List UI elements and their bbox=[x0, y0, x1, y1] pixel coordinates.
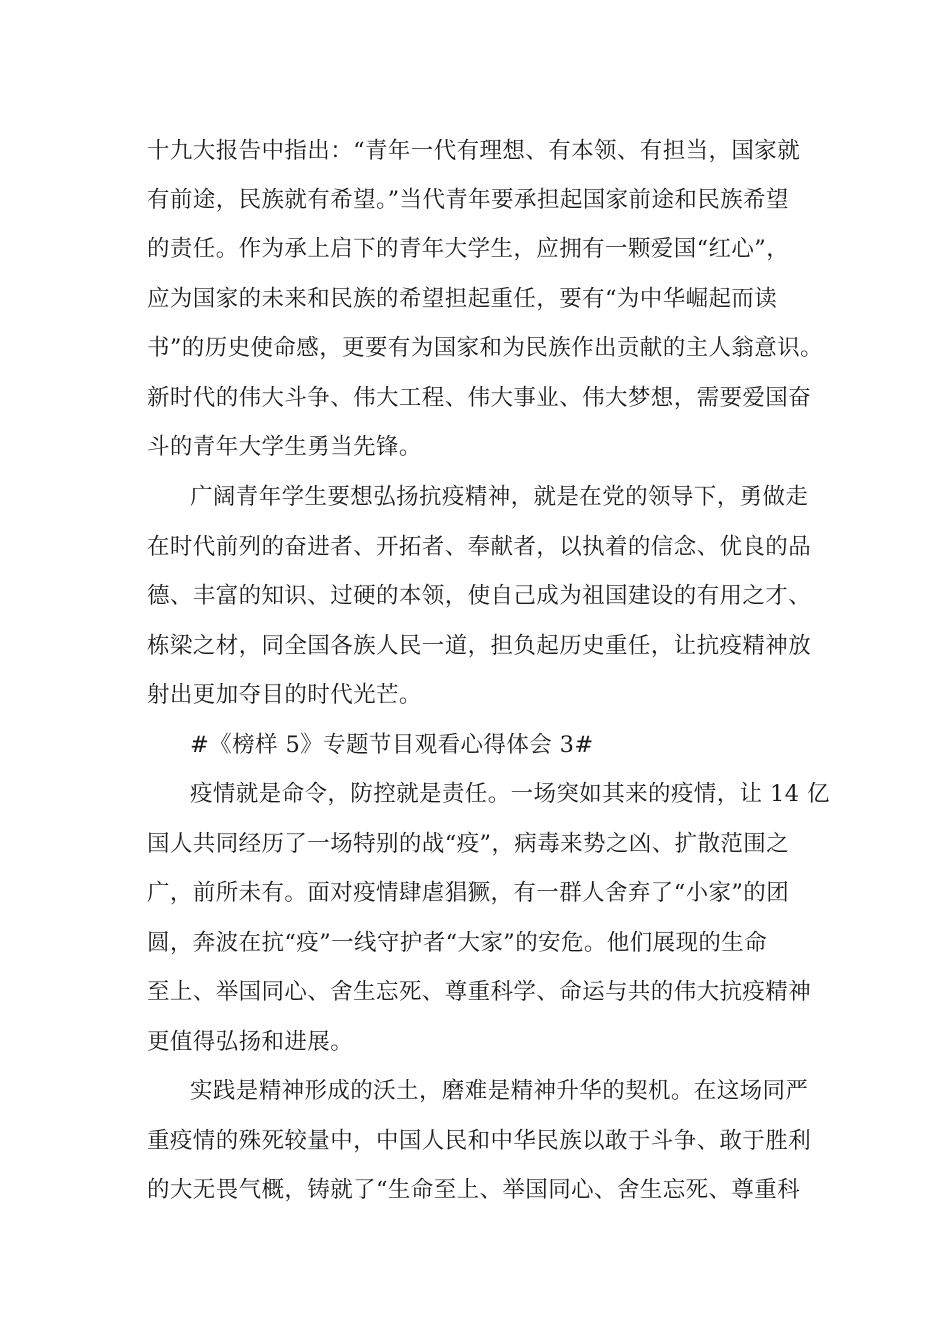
text-line: 十九大报告中指出：“青年一代有理想、有本领、有担当，国家就 bbox=[147, 138, 801, 164]
text-line: 书”的历史使命感，更要有为国家和为民族作出贡献的主人翁意识。 bbox=[147, 335, 824, 361]
text-line: 广阔青年学生要想弘扬抗疫精神，就是在党的领导下，勇做走 bbox=[190, 484, 809, 510]
text-line: 实践是精神形成的沃土，磨难是精神升华的契机。在这场同严 bbox=[190, 1078, 809, 1104]
text-line: 疫情就是命令，防控就是责任。一场突如其来的疫情，让 14 亿 bbox=[190, 781, 830, 807]
text-line: 的大无畏气概，铸就了“生命至上、举国同心、舍生忘死、尊重科 bbox=[147, 1177, 801, 1203]
text-line: 圆，奔波在抗“疫”一线守护者“大家”的安危。他们展现的生命 bbox=[147, 930, 768, 956]
text-line: 在时代前列的奋进者、开拓者、奉献者，以执着的信念、优良的品 bbox=[147, 534, 812, 560]
section-heading: #《榜样 5》专题节目观看心得体会 3# bbox=[190, 732, 594, 758]
text-line: 射出更加夺目的时代光芒。 bbox=[147, 682, 422, 708]
text-line: 广，前所未有。面对疫情肆虐猖獗，有一群人舍弃了“小家”的团 bbox=[147, 880, 790, 906]
text-line: 的责任。作为承上启下的青年大学生，应拥有一颗爱国“红心”， bbox=[147, 236, 790, 262]
text-line: 有前途，民族就有希望。”当代青年要承担起国家前途和民族希望 bbox=[147, 187, 789, 213]
text-line: 德、丰富的知识、过硬的本领，使自己成为祖国建设的有用之才、 bbox=[147, 583, 812, 609]
text-line: 新时代的伟大斗争、伟大工程、伟大事业、伟大梦想，需要爱国奋 bbox=[147, 385, 812, 411]
text-line: 至上、举国同心、舍生忘死、尊重科学、命运与共的伟大抗疫精神 bbox=[147, 979, 812, 1005]
text-line: 更值得弘扬和进展。 bbox=[147, 1029, 354, 1055]
text-line: 国人共同经历了一场特别的战“疫”，病毒来势之凶、扩散范围之 bbox=[147, 831, 790, 857]
text-line: 斗的青年大学生勇当先锋。 bbox=[147, 434, 422, 460]
text-line: 栋梁之材，同全国各族人民一道，担负起历史重任，让抗疫精神放 bbox=[147, 633, 812, 659]
text-line: 重疫情的殊死较量中，中国人民和中华民族以敢于斗争、敢于胜利 bbox=[147, 1128, 812, 1154]
text-line: 应为国家的未来和民族的希望担起重任，要有“为中华崛起而读 bbox=[147, 286, 778, 312]
